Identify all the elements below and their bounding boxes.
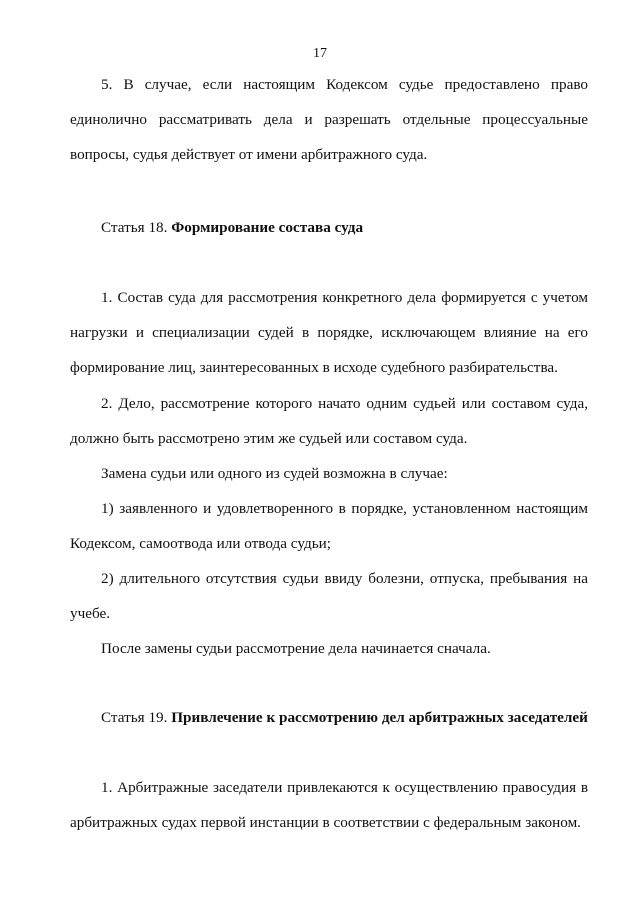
article-18-heading (101, 218, 363, 238)
article-18-paragraph-1: 1. Состав суда для рассмотрения конкретного дела формируется с учетом нагрузки и специализации судей в порядке, исключающем влияние на его формирование лиц, заинтересованных в исходе судебного разбирательства. (70, 289, 588, 376)
article-19-paragraph-1: 1. Арбитражные заседатели привлекаются к осуществлению правосудия в арбитражных судах первой инстанции в соответствии с федеральным законом. (70, 779, 588, 831)
article-18-paragraph-6: После замены судьи рассмотрение дела начинается сначала. (101, 640, 491, 657)
article-18-paragraph-4: 1) заявленного и удовлетворенного в порядке, установленном настоящим Кодексом, самоотвода или отвода судьи; (70, 500, 588, 552)
article-19-heading (101, 708, 588, 728)
article-18-paragraph-3: Замена судьи или одного из судей возможна в случае: (101, 465, 448, 482)
article-18-paragraph-2: 2. Дело, рассмотрение которого начато одним судьей или составом суда, должно быть рассмотрено этим же судьей или составом суда. (70, 395, 588, 447)
article-18-label: Статья 18. (101, 219, 168, 236)
article-19-label: Статья 19. (101, 709, 168, 726)
paragraph-5: 5. В случае, если настоящим Кодексом судье предоставлено право единолично рассматривать дела и разрешать отдельные процессуальные вопросы, судья действует от имени арбитражного суда. (70, 76, 588, 163)
page-number: 17 (313, 46, 327, 61)
article-18-paragraph-5: 2) длительного отсутствия судьи ввиду болезни, отпуска, пребывания на учебе. (70, 570, 588, 622)
article-19-title: Привлечение к рассмотрению дел арбитражных заседателей (171, 709, 588, 726)
article-18-title: Формирование состава суда (171, 219, 364, 236)
